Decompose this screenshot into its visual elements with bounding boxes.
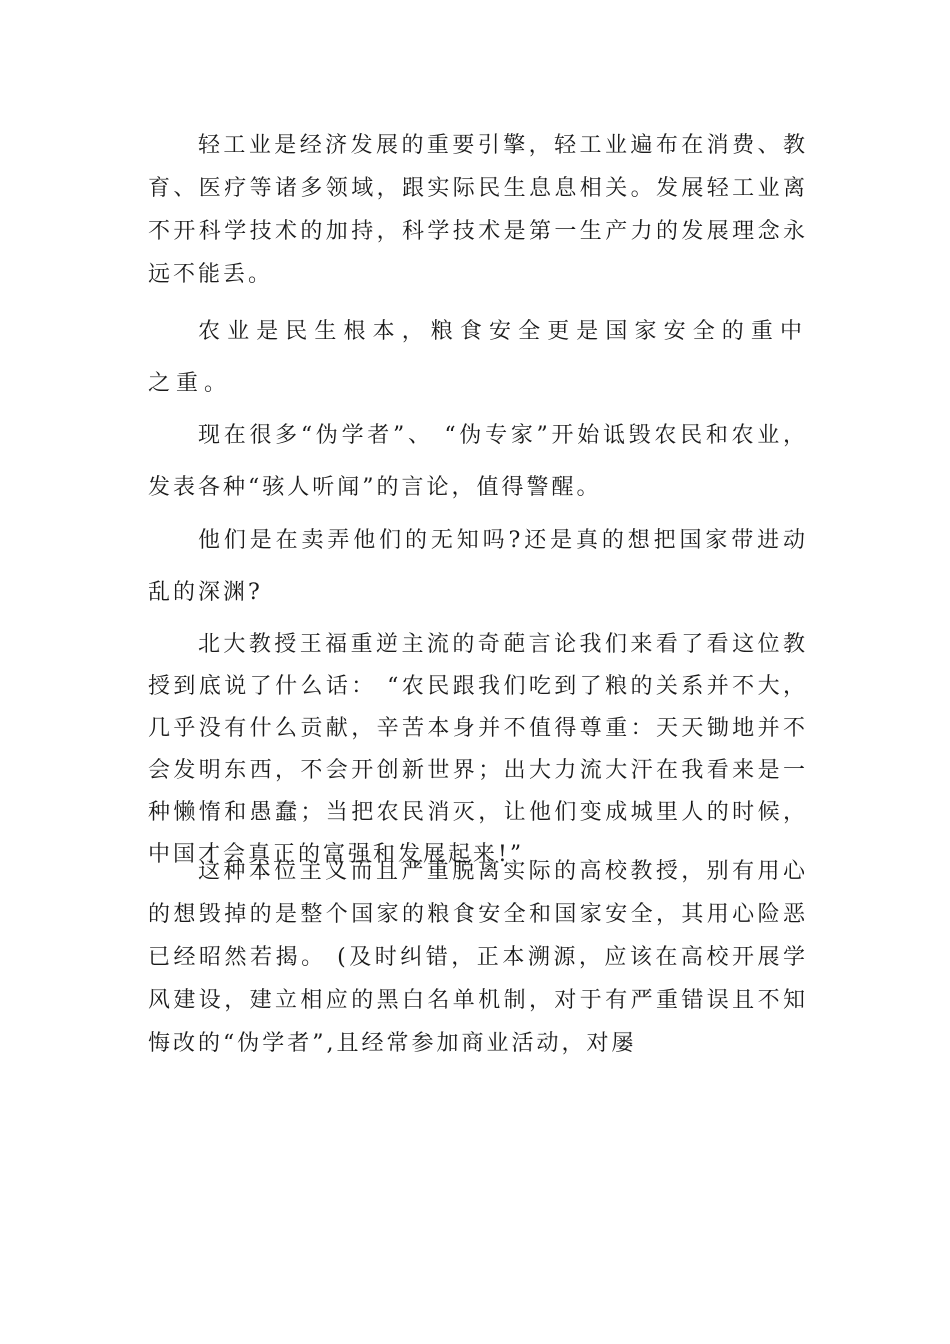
paragraph-conclusion: 这种本位主义而且严重脱离实际的高校教授，别有用心的想毁掉的是整个国家的粮食安全和国家安全，其用心险恶已经昭然若揭。 (及时纠错，正本溯源，应该在高校开展学风建设，建立相应的黑白名单机制，对于有严重错误且不知悔改的“伪学者”,且经常参加商业活动，对屡 (148, 859, 808, 1056)
paragraph-light-industry: 轻工业是经济发展的重要引擎，轻工业遍布在消费、教育、医疗等诸多领域，跟实际民生息息相关。发展轻工业离不开科学技术的加持，科学技术是第一生产力的发展理念永远不能丢。 (148, 133, 808, 287)
paragraph-professor-quote: 北大教授王福重逆主流的奇葩言论我们来看了看这位教授到底说了什么话： “农民跟我们吃到了粮的关系并不大，几乎没有什么贡献，辛苦本身并不值得尊重：天天锄地并不会发明东西，不会开创新世界；出大力流大汗在我看来是一种懒惰和愚蠢；当把农民消灭，让他们变成城里人的时候，中国才会真正的富强和发展起来!” (148, 632, 808, 867)
paragraph-question: 他们是在卖弄他们的无知吗?还是真的想把国家带进动乱的深渊? (148, 528, 808, 605)
paragraph-agriculture: 农业是民生根本，粮食安全更是国家安全的重中之重。 (148, 319, 808, 396)
paragraph-pseudo-experts: 现在很多“伪学者”、 “伪专家”开始诋毁农民和农业，发表各种“骇人听闻”的言论，值得警醒。 (148, 423, 808, 500)
